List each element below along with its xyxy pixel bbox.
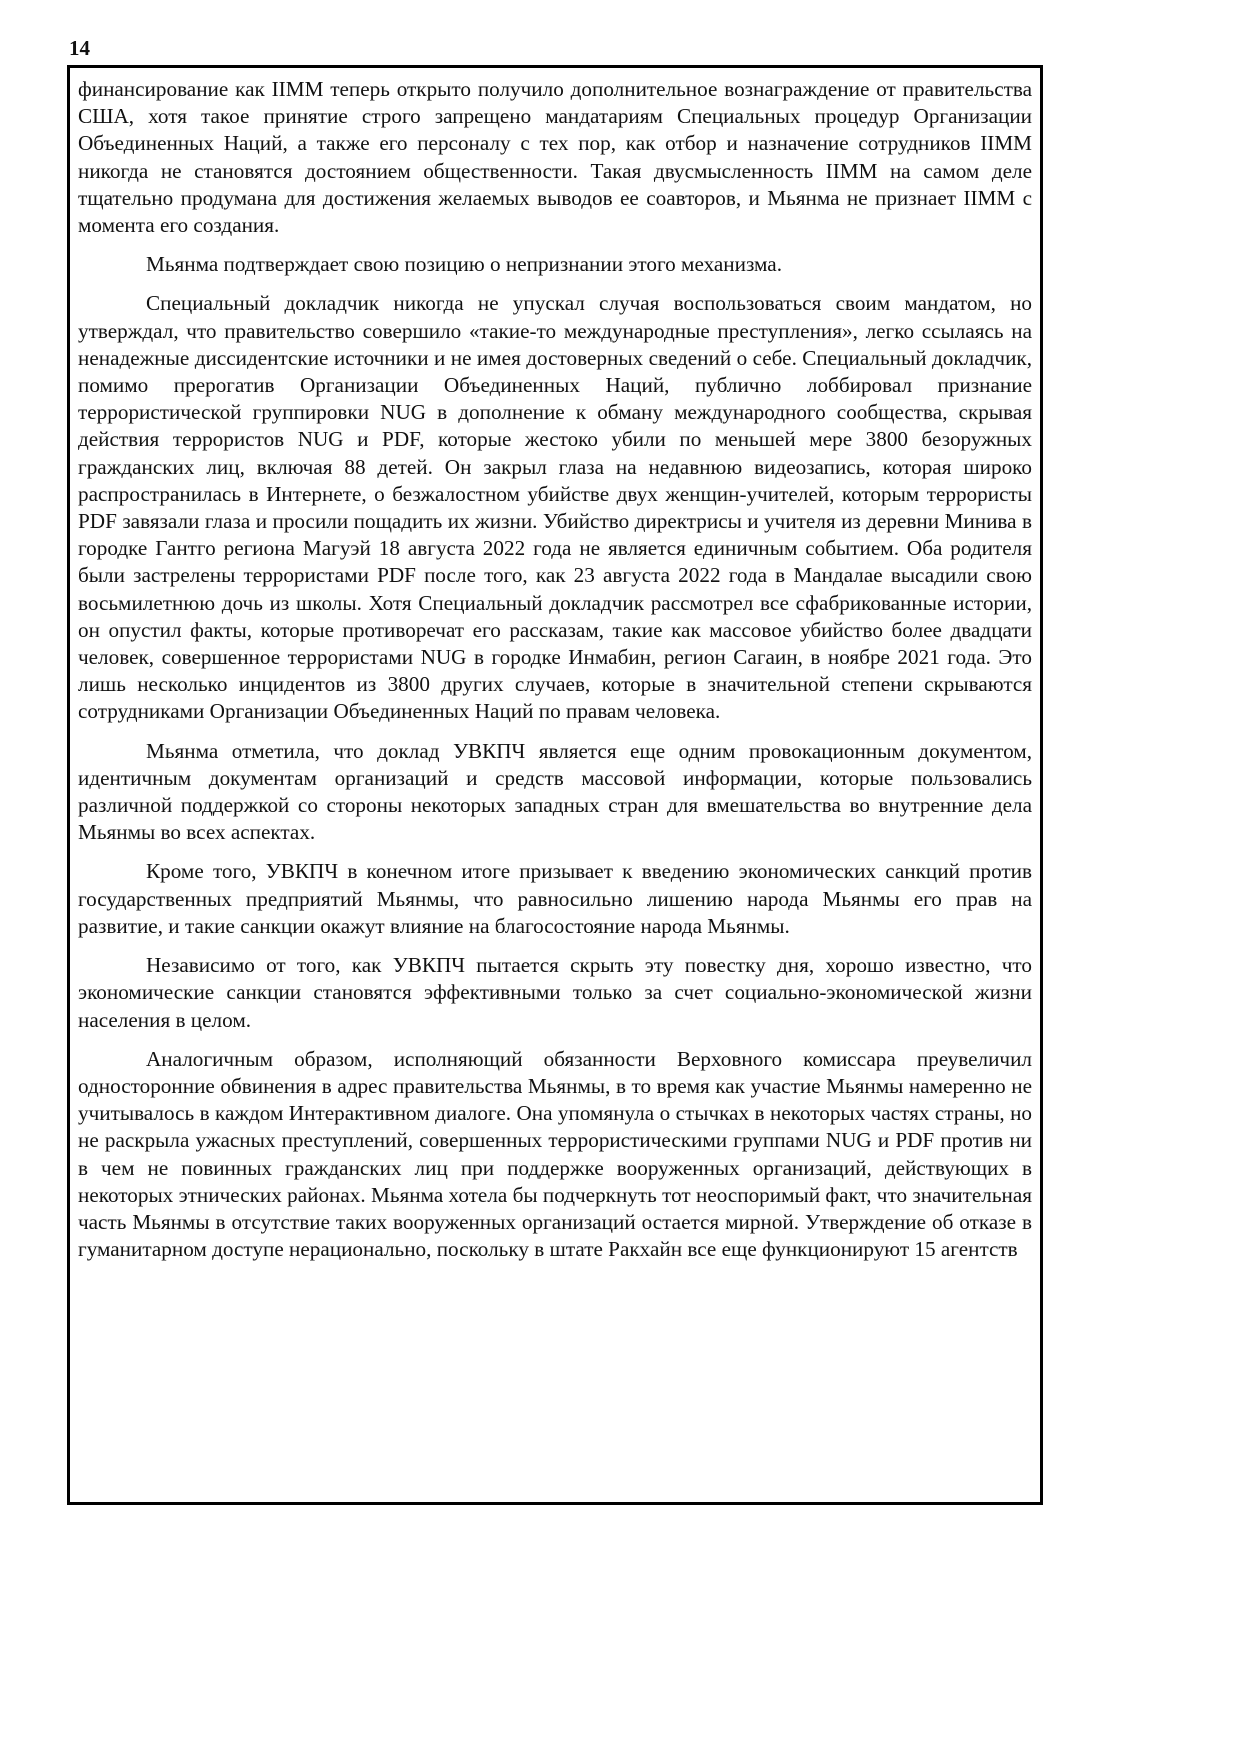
page-number: 14 — [69, 36, 90, 60]
paragraph: Аналогичным образом, исполняющий обязанности Верховного комиссара преувеличил односторонние обвинения в адрес правительства Мьянмы, в то время как участие Мьянмы намеренно не учитывалось в каждом Интерактивном диалоге. Она упомянула о стычках в некоторых частях страны, но не раскрыла ужасных преступлений, совершенных террористическими группами NUG и PDF против ни в чем не повинных гражданских лиц при поддержке вооруженных организаций, действующих в некоторых этнических районах. Мьянма хотела бы подчеркнуть тот неоспоримый факт, что значительная часть Мьянмы в отсутствие таких вооруженных организаций остается мирной. Утверждение об отказе в гуманитарном доступе нерационально, поскольку в штате Ракхайн все еще функционируют 15 агентств — [78, 1046, 1032, 1262]
text-frame — [67, 65, 1043, 1505]
paragraph: Мьянма подтверждает свою позицию о непризнании этого механизма. — [146, 252, 783, 277]
paragraph: Специальный докладчик никогда не упускал случая воспользоваться своим мандатом, но утверждал, что правительство совершило «такие-то международные преступления», легко ссылаясь на ненадежные диссидентские источники и не имея достоверных сведений о себе. Специальный докладчик, помимо прерогатив Организации Объединенных Наций, публично лоббировал признание террористической группировки NUG в дополнение к обману международного сообщества, скрывая действия террористов NUG и PDF, которые жестоко убили по меньшей мере 3800 безоружных гражданских лиц, включая 88 детей. Он закрыл глаза на недавнюю видеозапись, которая широко распространилась в Интернете, о безжалостном убийстве двух женщин-учителей, которым террористы PDF завязали глаза и просили пощадить их жизни. Убийство директрисы и учителя из деревни Минива в городке Гантго региона Магуэй 18 августа 2022 года не является единичным событием. Оба родителя были застрелены террористами PDF после того, как 23 августа 2022 года в Мандалае высадили свою восьмилетнюю дочь из школы. Хотя Специальный докладчик рассмотрел все сфабрикованные истории, он опустил факты, которые противоречат его рассказам, такие как массовое убийство более двадцати человек, совершенное террористами NUG в городке Инмабин, регион Сагаин, в ноябре 2021 года. Это лишь несколько инцидентов из 3800 других случаев, которые в значительной степени скрываются сотрудниками Организации Объединенных Наций по правам человека. — [78, 291, 1032, 724]
paragraph-continuation: финансирование как IIMM теперь открыто получило дополнительное вознаграждение от правительства США, хотя такое принятие строго запрещено мандатариям Специальных процедур Организации Объединенных Наций, а также его персоналу с тех пор, как отбор и назначение сотрудников IIMM никогда не становятся достоянием общественности. Такая двусмысленность IIMM на самом деле тщательно продумана для достижения желаемых выводов ее соавторов, и Мьянма не признает IIMM с момента его создания. — [78, 77, 1032, 238]
paragraph: Мьянма отметила, что доклад УВКПЧ является еще одним провокационным документом, идентичным документам организаций и средств массовой информации, которые пользовались различной поддержкой со стороны некоторых западных стран для вмешательства во внутренние дела Мьянмы во всех аспектах. — [78, 738, 1032, 845]
paragraph: Кроме того, УВКПЧ в конечном итоге призывает к введению экономических санкций против государственных предприятий Мьянмы, что равносильно лишению народа Мьянмы его прав на развитие, и такие санкции окажут влияние на благосостояние народа Мьянмы. — [78, 859, 1032, 938]
paragraph: Независимо от того, как УВКПЧ пытается скрыть эту повестку дня, хорошо известно, что экономические санкции становятся эффективными только за счет социально-экономической жизни населения в целом. — [78, 953, 1032, 1032]
